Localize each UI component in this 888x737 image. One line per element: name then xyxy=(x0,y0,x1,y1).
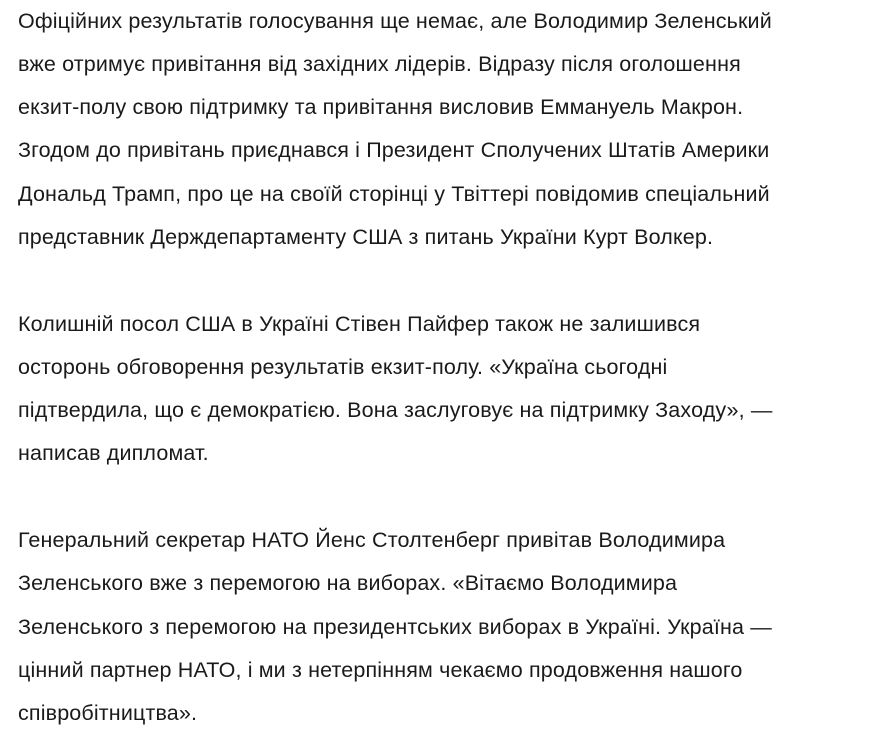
paragraph-line: представник Держдепартаменту США з питань України Курт Волкер. xyxy=(18,224,714,249)
paragraph-line: написав дипломат. xyxy=(18,441,209,466)
paragraph-line: осторонь обговорення результатів екзит-полу. «Україна сьогодні xyxy=(18,354,668,379)
paragraph-line: Згодом до привітань приєднався і Президент Сполучених Штатів Америки xyxy=(18,138,770,163)
paragraph-line: екзит-полу свою підтримку та привітання висловив Еммануель Макрон. xyxy=(18,95,744,120)
paragraph-1 xyxy=(18,0,860,259)
paragraph-line: Зеленського вже з перемогою на виборах. «Вітаємо Володимира xyxy=(18,571,678,596)
paragraph-line: Генеральний секретар НАТО Йенс Столтенберг привітав Володимира xyxy=(18,528,726,553)
paragraph-2 xyxy=(18,303,860,476)
paragraph-line: цінний партнер НАТО, і ми з нетерпінням чекаємо продовження нашого xyxy=(18,657,743,682)
paragraph-line: Офіційних результатів голосування ще немає, але Володимир Зеленський xyxy=(18,8,772,33)
paragraph-line: вже отримує привітання від західних лідерів. Відразу після оголошення xyxy=(18,51,741,76)
paragraph-spacer xyxy=(18,476,860,519)
paragraph-line: підтвердила, що є демократією. Вона заслуговує на підтримку Заходу», — xyxy=(18,398,773,423)
paragraph-3 xyxy=(18,519,860,735)
paragraph-line: Дональд Трамп, про це на своїй сторінці у Твіттері повідомив спеціальний xyxy=(18,181,770,206)
paragraph-line: Зеленського з перемогою на президентських виборах в Україні. Україна — xyxy=(18,614,772,639)
paragraph-line: співробітництва». xyxy=(18,701,198,726)
paragraph-line: Колишній посол США в Україні Стівен Пайфер також не залишився xyxy=(18,311,701,336)
paragraph-spacer xyxy=(18,259,860,302)
